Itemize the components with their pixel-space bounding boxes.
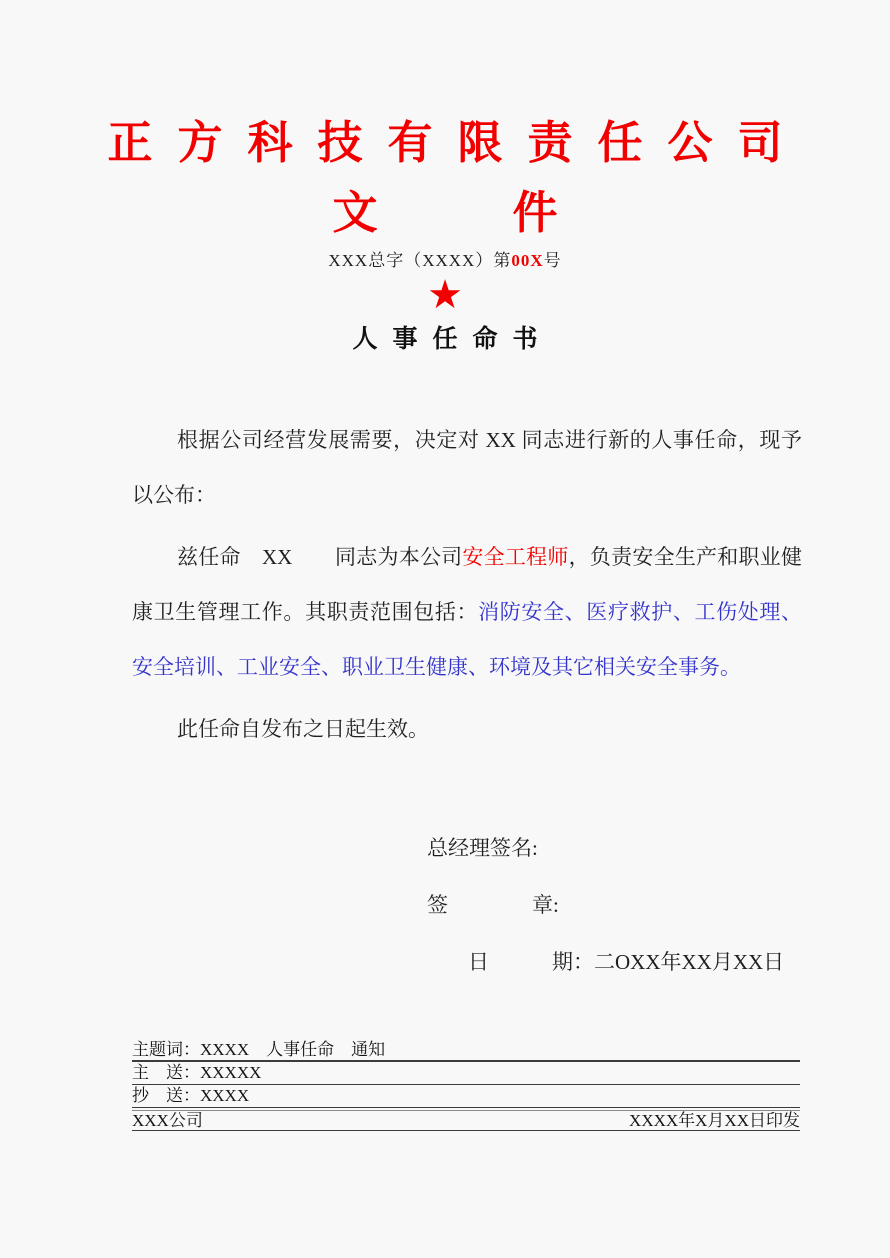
signature-block <box>427 833 784 1004</box>
doc-number-prefix: XXX总字（XXXX）第 <box>328 251 512 270</box>
paragraph-appointment <box>132 530 802 695</box>
subject-words-value: XXXX 人事任命 通知 <box>200 1040 386 1059</box>
letterhead <box>0 0 890 354</box>
date-label: 日 期： <box>468 950 594 974</box>
main-send-value: XXXXX <box>200 1063 262 1082</box>
company-title: 正方科技有限责任公司 <box>107 118 808 168</box>
red-star-icon: ★ <box>427 272 463 317</box>
subject-words-row <box>132 1039 800 1062</box>
doc-number-highlight: 00X <box>511 251 544 270</box>
seal-label: 签 章: <box>427 893 559 917</box>
document-footer <box>132 1039 800 1131</box>
issuer-name: XXX公司 <box>132 1111 203 1130</box>
date-row <box>468 947 784 977</box>
doc-number <box>0 250 890 272</box>
copy-send-label: 抄 送： <box>132 1086 200 1105</box>
date-value: 二OXX年XX月XX日 <box>594 950 785 974</box>
manager-signature-label: 总经理签名: <box>427 836 538 860</box>
paragraph-effective: 此任命自发布之日起生效。 <box>177 717 429 741</box>
appointment-text-middle: ，负责安全生产和职业健康卫生管理工作。其职责范围包括： <box>132 545 803 624</box>
issuer-row <box>132 1111 800 1131</box>
copy-send-row <box>132 1085 800 1108</box>
document-heading: 人事任命书 <box>352 325 553 353</box>
document-body <box>132 413 802 764</box>
appointment-duties: 消防安全、医疗救护、工伤处理、安全培训、工业安全、职业卫生健康、环境及其它相关安全事务。 <box>132 600 803 679</box>
appointment-text-start: 兹任命 XX 同志为本公司 <box>177 545 463 569</box>
print-date: XXXX年X月XX日印发 <box>629 1111 800 1130</box>
main-send-row <box>132 1062 800 1085</box>
file-word-title: 文 件 <box>332 188 558 238</box>
paragraph-intro: 根据公司经营发展需要，决定对 XX 同志进行新的人事任命，现予以公布： <box>132 428 802 507</box>
copy-send-value: XXXX <box>200 1086 250 1105</box>
subject-words-label: 主题词： <box>132 1040 200 1059</box>
main-send-label: 主 送： <box>132 1063 200 1082</box>
doc-number-suffix: 号 <box>543 251 562 270</box>
appointment-position: 安全工程师 <box>462 545 569 569</box>
